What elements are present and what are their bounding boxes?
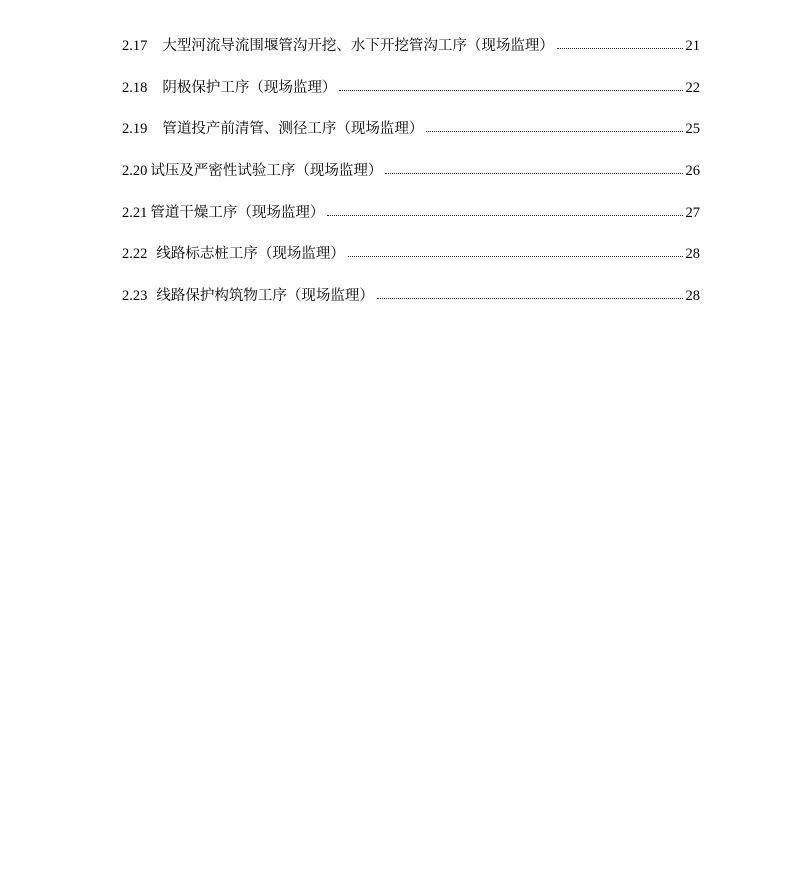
toc-entry-2-17[interactable] xyxy=(122,34,700,76)
toc-entry-number: 2.17 xyxy=(122,38,148,54)
toc-entry-2-19[interactable] xyxy=(122,117,700,159)
toc-entry-title: 管道干燥工序（现场监理） xyxy=(150,204,325,221)
toc-entry-2-21[interactable] xyxy=(122,201,700,243)
toc-entry-page: 28 xyxy=(685,246,700,263)
dot-leader xyxy=(426,123,682,133)
dot-leader xyxy=(348,248,683,258)
table-of-contents xyxy=(122,34,700,326)
toc-entry-2-20[interactable] xyxy=(122,159,700,201)
toc-entry-page: 22 xyxy=(685,79,700,96)
toc-entry-page: 26 xyxy=(685,163,700,180)
toc-entry-number: 2.23 xyxy=(122,288,148,305)
toc-entry-2-22[interactable] xyxy=(122,242,700,284)
dot-leader xyxy=(339,82,682,92)
toc-entry-title: 线路标志桩工序（现场监理） xyxy=(156,246,345,263)
toc-entry-page: 28 xyxy=(685,288,700,305)
toc-entry-number: 2.22 xyxy=(122,246,148,263)
toc-entry-number: 2.21 xyxy=(122,204,148,221)
toc-entry-page: 27 xyxy=(685,204,700,221)
toc-entry-number: 2.20 xyxy=(122,163,148,180)
toc-entry-title: 管道投产前清管、测径工序（现场监理） xyxy=(162,121,424,138)
toc-entry-number: 2.19 xyxy=(122,121,148,138)
dot-leader xyxy=(377,290,683,300)
toc-entry-number: 2.18 xyxy=(122,79,148,96)
toc-entry-title: 阴极保护工序（现场监理） xyxy=(162,79,337,96)
toc-entry-page: 25 xyxy=(685,121,700,138)
dot-leader xyxy=(557,40,683,50)
dot-leader xyxy=(385,165,682,175)
toc-entry-title: 试压及严密性试验工序（现场监理） xyxy=(150,163,383,180)
dot-leader xyxy=(327,207,682,217)
toc-entry-page: 21 xyxy=(685,38,700,54)
toc-entry-2-23[interactable] xyxy=(122,284,700,326)
toc-entry-title: 线路保护构筑物工序（现场监理） xyxy=(156,288,374,305)
toc-entry-title: 大型河流导流围堰管沟开挖、水下开挖管沟工序（现场监理） xyxy=(162,38,554,54)
toc-entry-2-18[interactable] xyxy=(122,76,700,118)
